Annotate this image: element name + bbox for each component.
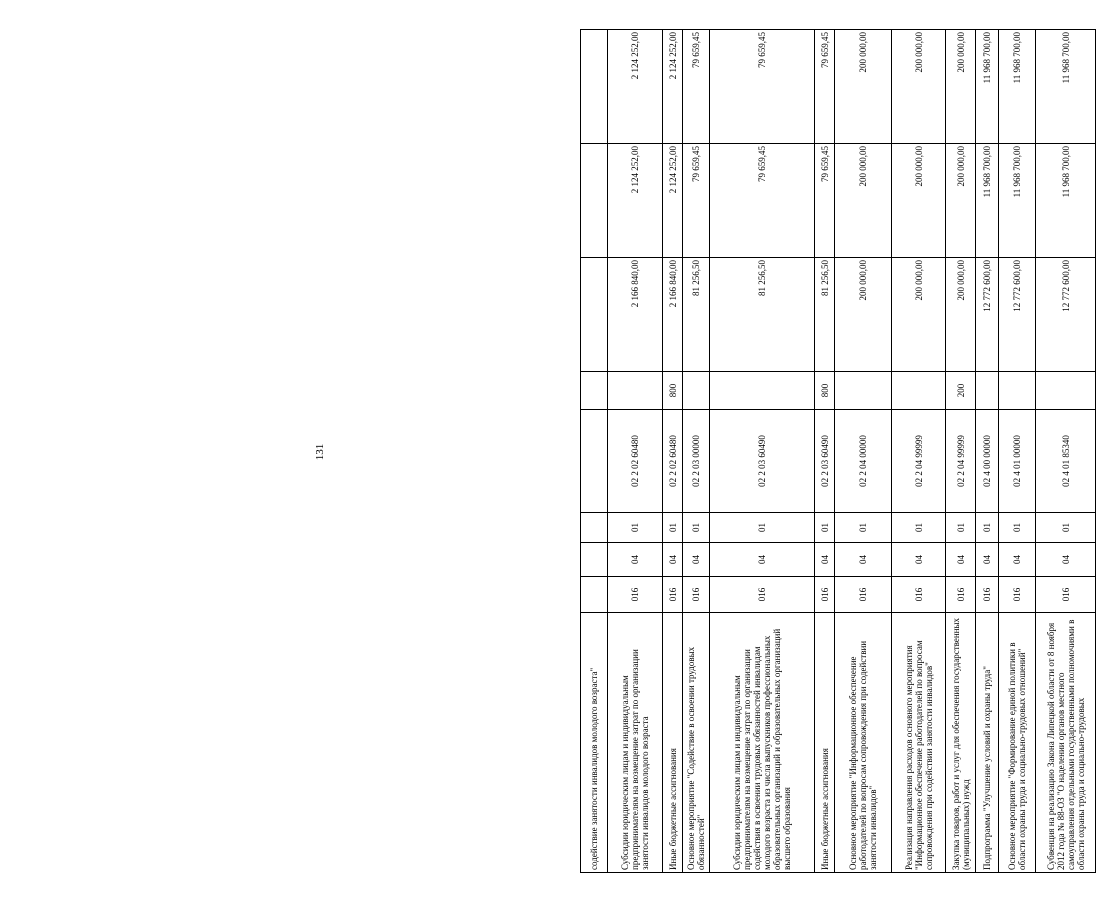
- table-row: [710, 30, 815, 873]
- cell-sum-2: 11 968 700,00: [976, 144, 999, 258]
- cell-vr: [710, 372, 815, 410]
- cell-ved: 016: [608, 577, 663, 613]
- cell-csr: 02 2 02 60480: [663, 410, 683, 513]
- cell-name: Субсидии юридическим лицам и индивидуальным предпринимателям на возмещение затрат по организации занятости инвалидов молодого возраста: [608, 613, 663, 873]
- cell-csr: 02 2 03 60490: [710, 410, 815, 513]
- cell-pr: 01: [1036, 513, 1096, 543]
- cell-rz: 04: [946, 543, 976, 577]
- cell-sum-1: 12 772 600,00: [999, 258, 1036, 372]
- cell-name: Субвенция на реализацию Закона Липецкой области от 8 ноября 2012 года № 88-ОЗ "О наделении органов местного самоуправления отдельными государственными полномочиями в области охраны труда и социально-трудовых: [1036, 613, 1096, 873]
- cell-sum-1: 200 000,00: [892, 258, 946, 372]
- table-row: [835, 30, 892, 873]
- table-row: [581, 30, 608, 873]
- cell-ved: 016: [999, 577, 1036, 613]
- cell-sum-1: 12 772 600,00: [1036, 258, 1096, 372]
- cell-vr: 200: [946, 372, 976, 410]
- cell-vr: [835, 372, 892, 410]
- cell-pr: 01: [683, 513, 710, 543]
- cell-vr: [608, 372, 663, 410]
- table-row: [683, 30, 710, 873]
- cell-ved: 016: [892, 577, 946, 613]
- table-row: [976, 30, 999, 873]
- cell-name: Иные бюджетные ассигнования: [815, 613, 835, 873]
- cell-name: Основное мероприятие "Информационное обеспечение работодателей по вопросам сопровождения при содействии занятости инвалидов": [835, 613, 892, 873]
- cell-csr: 02 4 00 00000: [976, 410, 999, 513]
- cell-ved: 016: [683, 577, 710, 613]
- cell-sum-2: 2 124 252,00: [608, 144, 663, 258]
- cell-sum-2: 200 000,00: [835, 144, 892, 258]
- rotated-table-container: [580, 30, 1095, 873]
- cell-ved: 016: [1036, 577, 1096, 613]
- cell-vr: [581, 372, 608, 410]
- table-row: [999, 30, 1036, 873]
- cell-rz: 04: [710, 543, 815, 577]
- table-row: [608, 30, 663, 873]
- cell-sum-3: 79 659,45: [683, 30, 710, 144]
- cell-csr: 02 2 03 60490: [815, 410, 835, 513]
- cell-csr: 02 2 04 99999: [946, 410, 976, 513]
- cell-sum-2: [581, 144, 608, 258]
- cell-sum-1: 200 000,00: [946, 258, 976, 372]
- cell-name: Основное мероприятие "Содействие в освоении трудовых обязанностей": [683, 613, 710, 873]
- cell-rz: 04: [683, 543, 710, 577]
- cell-csr: 02 2 02 60480: [608, 410, 663, 513]
- cell-csr: 02 2 03 00000: [683, 410, 710, 513]
- cell-name: Основное мероприятие "Формирование единой политики в области охраны труда и социально-трудовых отношений": [999, 613, 1036, 873]
- cell-sum-2: 2 124 252,00: [663, 144, 683, 258]
- cell-sum-3: 2 124 252,00: [663, 30, 683, 144]
- table-row: [1036, 30, 1096, 873]
- cell-sum-1: 81 256,50: [710, 258, 815, 372]
- cell-vr: [1036, 372, 1096, 410]
- cell-rz: 04: [663, 543, 683, 577]
- cell-pr: 01: [663, 513, 683, 543]
- cell-name: Реализация направления расходов основного мероприятия "Информационное обеспечение работодателей по вопросам сопровождения при содействии занятости инвалидов": [892, 613, 946, 873]
- cell-rz: 04: [976, 543, 999, 577]
- cell-ved: 016: [835, 577, 892, 613]
- cell-name: Закупка товаров, работ и услуг для обеспечения государственных (муниципальных) нужд: [946, 613, 976, 873]
- table-row: [815, 30, 835, 873]
- cell-name: Подпрограмма "Улучшение условий и охраны труда": [976, 613, 999, 873]
- table-row: [663, 30, 683, 873]
- cell-rz: 04: [1036, 543, 1096, 577]
- cell-pr: [581, 513, 608, 543]
- cell-sum-2: 79 659,45: [683, 144, 710, 258]
- budget-table: [580, 29, 1096, 873]
- cell-pr: 01: [999, 513, 1036, 543]
- cell-sum-3: 79 659,45: [815, 30, 835, 144]
- cell-rz: 04: [815, 543, 835, 577]
- cell-csr: 02 4 01 00000: [999, 410, 1036, 513]
- table-row: [946, 30, 976, 873]
- cell-sum-3: 11 968 700,00: [976, 30, 999, 144]
- cell-sum-1: 200 000,00: [835, 258, 892, 372]
- cell-pr: 01: [892, 513, 946, 543]
- cell-ved: 016: [946, 577, 976, 613]
- cell-vr: 800: [663, 372, 683, 410]
- cell-sum-3: 11 968 700,00: [1036, 30, 1096, 144]
- cell-pr: 01: [835, 513, 892, 543]
- cell-sum-1: 81 256,50: [815, 258, 835, 372]
- table-body: [581, 30, 1096, 873]
- cell-rz: [581, 543, 608, 577]
- cell-sum-1: [581, 258, 608, 372]
- cell-pr: 01: [608, 513, 663, 543]
- cell-name: Иные бюджетные ассигнования: [663, 613, 683, 873]
- cell-csr: 02 2 04 00000: [835, 410, 892, 513]
- cell-sum-3: 200 000,00: [946, 30, 976, 144]
- table-row: [892, 30, 946, 873]
- cell-name: Субсидии юридическим лицам и индивидуальным предпринимателям на возмещение затрат по организации содействия в освоении трудовых обязанностей инвалидам молодого возраста из числа выпускников профессиональных образовательных организаций и образовательных организаций высшего образования: [710, 613, 815, 873]
- cell-sum-3: 2 124 252,00: [608, 30, 663, 144]
- cell-vr: [892, 372, 946, 410]
- cell-sum-2: 200 000,00: [892, 144, 946, 258]
- cell-sum-1: 12 772 600,00: [976, 258, 999, 372]
- cell-sum-3: 11 968 700,00: [999, 30, 1036, 144]
- cell-ved: [581, 577, 608, 613]
- cell-sum-2: 200 000,00: [946, 144, 976, 258]
- cell-rz: 04: [608, 543, 663, 577]
- cell-sum-3: 200 000,00: [835, 30, 892, 144]
- cell-sum-3: 200 000,00: [892, 30, 946, 144]
- cell-vr: 800: [815, 372, 835, 410]
- cell-sum-1: 81 256,50: [683, 258, 710, 372]
- cell-vr: [976, 372, 999, 410]
- cell-sum-3: 79 659,45: [710, 30, 815, 144]
- cell-ved: 016: [976, 577, 999, 613]
- page-number: 131: [314, 443, 326, 461]
- cell-sum-1: 2 166 840,00: [663, 258, 683, 372]
- cell-pr: 01: [815, 513, 835, 543]
- cell-sum-2: 79 659,45: [815, 144, 835, 258]
- cell-csr: 02 2 04 99999: [892, 410, 946, 513]
- cell-ved: 016: [815, 577, 835, 613]
- cell-sum-3: [581, 30, 608, 144]
- cell-csr: 02 4 01 85340: [1036, 410, 1096, 513]
- cell-ved: 016: [710, 577, 815, 613]
- cell-pr: 01: [710, 513, 815, 543]
- cell-pr: 01: [976, 513, 999, 543]
- cell-ved: 016: [663, 577, 683, 613]
- cell-sum-2: 79 659,45: [710, 144, 815, 258]
- cell-name: содействие занятости инвалидов молодого возраста": [581, 613, 608, 873]
- cell-pr: 01: [946, 513, 976, 543]
- cell-vr: [683, 372, 710, 410]
- cell-sum-2: 11 968 700,00: [999, 144, 1036, 258]
- cell-csr: [581, 410, 608, 513]
- cell-rz: 04: [835, 543, 892, 577]
- cell-sum-1: 2 166 840,00: [608, 258, 663, 372]
- cell-rz: 04: [999, 543, 1036, 577]
- cell-sum-2: 11 968 700,00: [1036, 144, 1096, 258]
- cell-rz: 04: [892, 543, 946, 577]
- cell-vr: [999, 372, 1036, 410]
